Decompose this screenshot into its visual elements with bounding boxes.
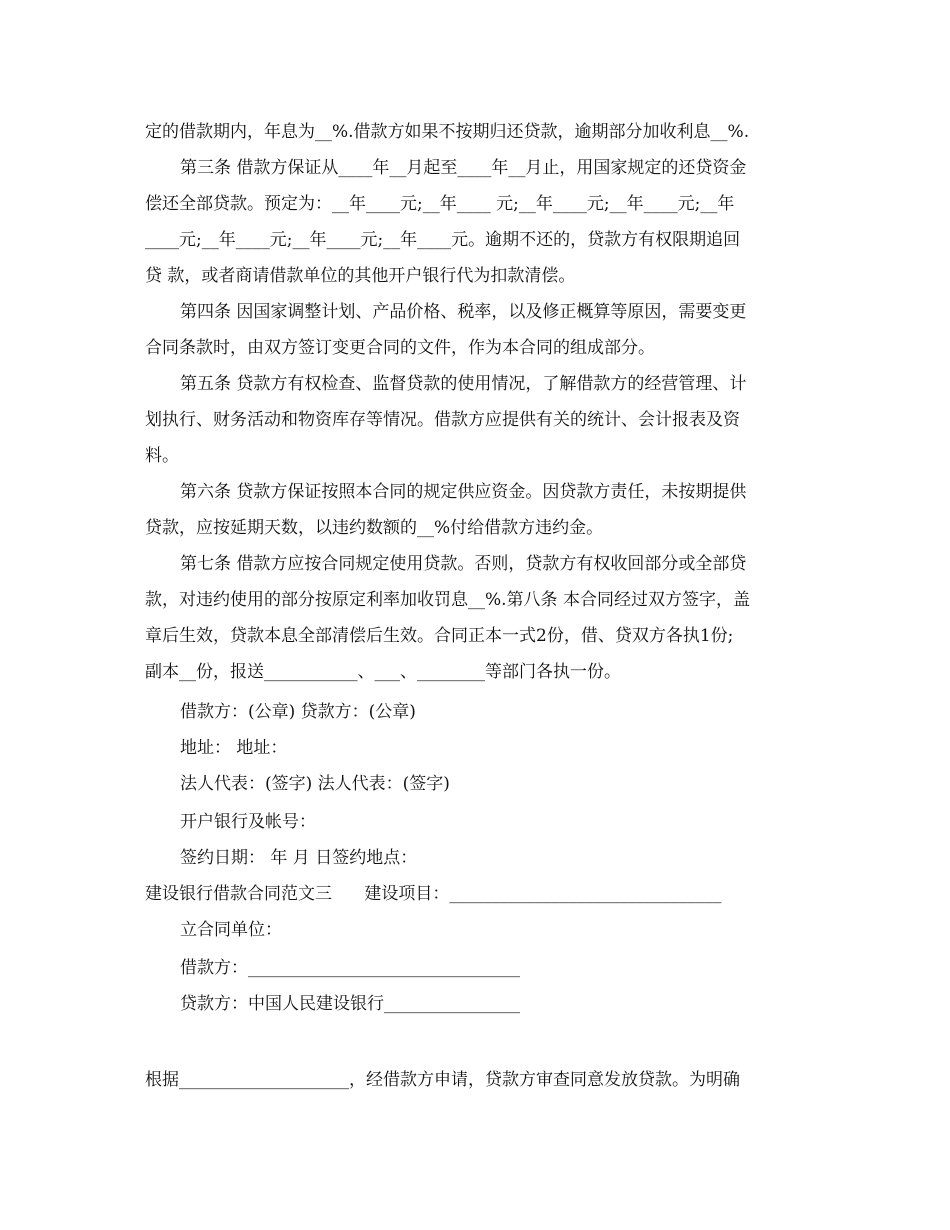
text-line-24: 借款方：________________________________ [180, 958, 520, 978]
text-line-23: 立合同单位： [180, 920, 282, 940]
text-line-7: 合同条款时，由双方签订变更合同的文件，作为本合同的组成部分。 [145, 338, 655, 358]
text-line-4: ____元;__年____元;__年____元;__年____元。逾期不还的，贷款方有权限期追回 [145, 230, 741, 250]
text-line-5: 贷 款，或者商请借款单位的其他开户银行代为扣款清偿。 [145, 266, 576, 286]
text-line-15: 章后生效，贷款本息全部清偿后生效。合同正本一式2份，借、贷双方各执1份; [145, 626, 734, 646]
text-line-9: 划执行、财务活动和物资库存等情况。借款方应提供有关的统计、会计报表及资 [145, 410, 740, 430]
text-line-8: 第五条 贷款方有权检查、监督贷款的使用情况，了解借款方的经营管理、计 [180, 374, 747, 394]
text-line-25: 贷款方：中国人民建设银行________________ [180, 994, 520, 1014]
text-line-19: 法人代表：(签字) 法人代表：(签字) [180, 774, 450, 794]
text-line-11: 第六条 贷款方保证按照本合同的规定供应资金。因贷款方责任，未按期提供 [180, 482, 747, 502]
text-line-17: 借款方：(公章) 贷款方：(公章) [180, 702, 416, 722]
text-line-2: 第三条 借款方保证从____年__月起至____年__月止，用国家规定的还贷资金 [180, 158, 747, 178]
text-line-6: 第四条 因国家调整计划、产品价格、税率，以及修正概算等原因，需要变更 [180, 302, 747, 322]
text-line-13: 第七条 借款方应按合同规定使用贷款。否则，贷款方有权收回部分或全部贷 [180, 554, 747, 574]
text-line-3: 偿还全部贷款。预定为：__年____元;__年____ 元;__年____元;__年____元;__年 [145, 194, 735, 214]
text-line-10: 料。 [145, 446, 179, 466]
text-line-1: 定的借款期内，年息为__%.借款方如果不按期归还贷款，逾期部分加收利息__%. [145, 122, 750, 142]
text-line-20: 开户银行及帐号： [180, 812, 316, 832]
text-line-12: 贷款，应按延期天数，以违约数额的__%付给借款方违约金。 [145, 518, 604, 538]
text-line-21: 签约日期： 年 月 日签约地点： [180, 848, 418, 868]
text-line-22: 建设银行借款合同范文三 建设项目：________________________________ [145, 884, 722, 904]
text-line-14: 款，对违约使用的部分按原定利率加收罚息__%.第八条 本合同经过双方签字，盖 [145, 590, 750, 610]
text-line-16: 副本__份，报送___________、___、________等部门各执一份。 [145, 662, 621, 682]
text-line-26: 根据____________________，经借款方申请，贷款方审查同意发放贷款。为明确 [145, 1070, 740, 1090]
text-line-18: 地址： 地址： [180, 738, 288, 758]
